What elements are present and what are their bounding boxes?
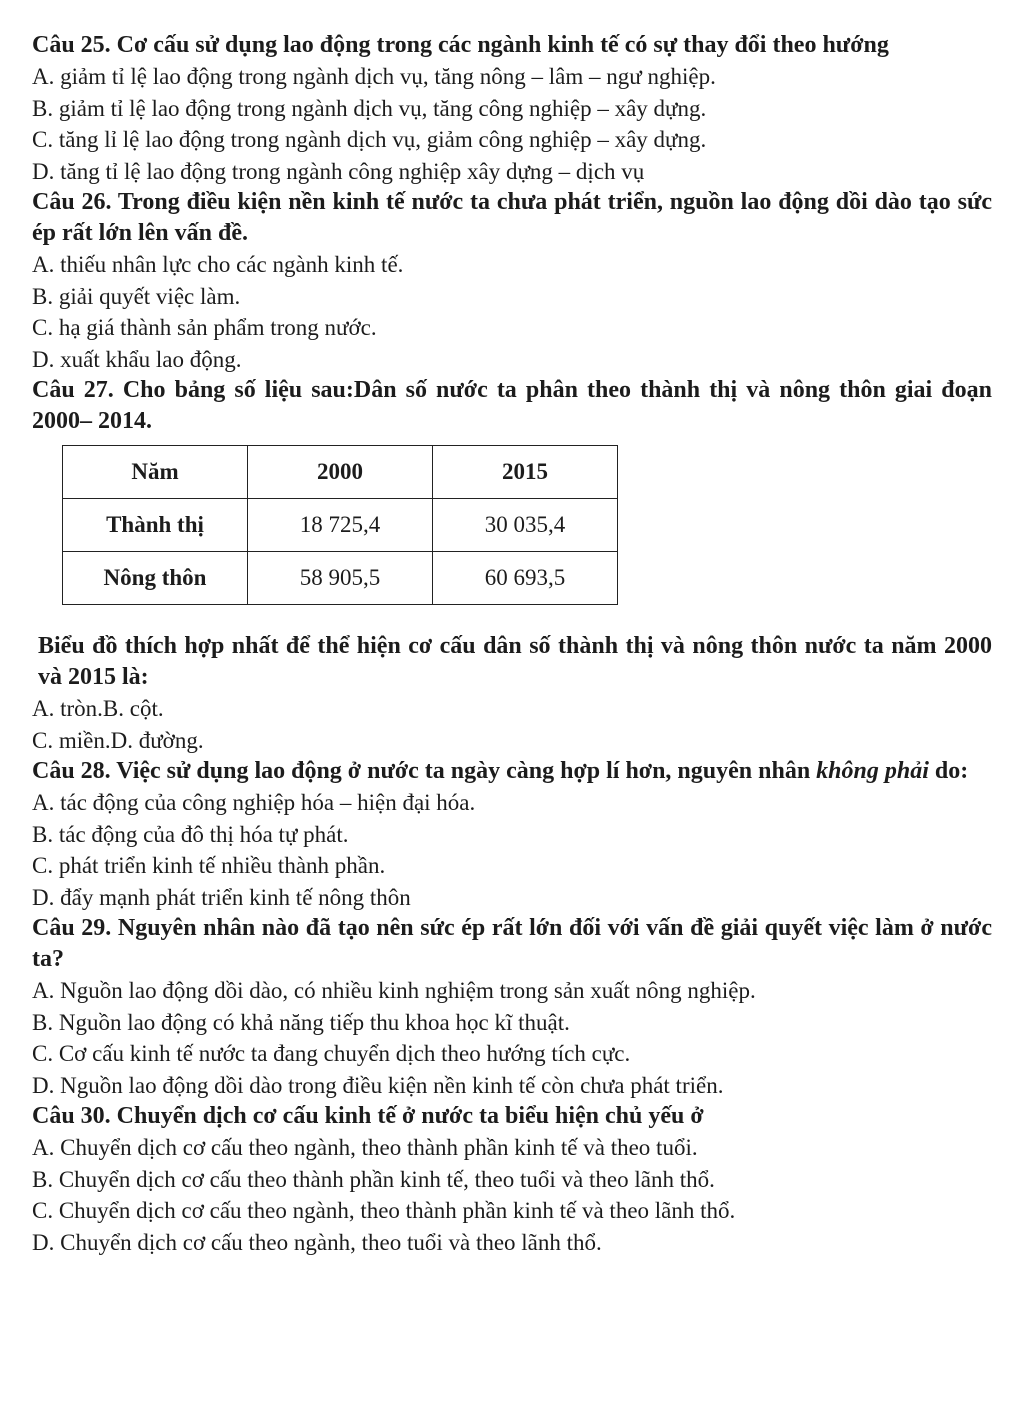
- question-28-title-main: Câu 28. Việc sử dụng lao động ở nước ta ngày càng hợp lí hơn, nguyên nhân: [32, 758, 811, 784]
- question-26-option-a: A. thiếu nhân lực cho các ngành kinh tế.: [32, 252, 404, 277]
- question-26-title: Câu 26. Trong điều kiện nền kinh tế nước ta chưa phát triển, nguồn lao động dồi dào tạo sức ép rất lớn lên vấn đề.: [32, 189, 992, 246]
- question-25-option-c: C. tăng lỉ lệ lao động trong ngành dịch vụ, giảm công nghiệp – xây dựng.: [32, 127, 707, 152]
- table-row-label: Thành thị: [63, 499, 248, 552]
- question-28-option-c: C. phát triển kinh tế nhiều thành phần.: [32, 853, 386, 878]
- question-30-option-d: D. Chuyển dịch cơ cấu theo ngành, theo tuổi và theo lãnh thổ.: [32, 1229, 602, 1255]
- table-header-cell: 2000: [248, 446, 433, 499]
- table-header-row: [63, 446, 618, 499]
- question-28-title: [32, 756, 992, 787]
- table-row-label: Nông thôn: [63, 552, 248, 605]
- question-25-option-d: D. tăng tỉ lệ lao động trong ngành công nghiệp xây dựng – dịch vụ: [32, 158, 645, 184]
- question-30-option-a: A. Chuyển dịch cơ cấu theo ngành, theo thành phần kinh tế và theo tuổi.: [32, 1135, 698, 1160]
- table-cell: 18 725,4: [248, 499, 433, 552]
- question-30-option-b: B. Chuyển dịch cơ cấu theo thành phần kinh tế, theo tuổi và theo lãnh thổ.: [32, 1166, 715, 1192]
- question-30-title: Câu 30. Chuyển dịch cơ cấu kinh tế ở nước ta biểu hiện chủ yếu ở: [32, 1103, 704, 1129]
- question-25-option-b: B. giảm tỉ lệ lao động trong ngành dịch vụ, tăng công nghiệp – xây dựng.: [32, 95, 707, 121]
- table-row: [63, 499, 618, 552]
- question-28-option-b: B. tác động của đô thị hóa tự phát.: [32, 821, 349, 847]
- question-27-option-ab: A. tròn.B. cột.: [32, 696, 164, 721]
- question-30-option-c: C. Chuyển dịch cơ cấu theo ngành, theo thành phần kinh tế và theo lãnh thổ.: [32, 1198, 736, 1223]
- question-27: [32, 375, 992, 756]
- question-28-option-a: A. tác động của công nghiệp hóa – hiện đại hóa.: [32, 790, 476, 815]
- question-28-option-d: D. đẩy mạnh phát triển kinh tế nông thôn: [32, 884, 411, 910]
- document-page: [32, 30, 992, 1258]
- question-28-title-tail: do:: [928, 758, 969, 784]
- table-header-cell: Năm: [63, 446, 248, 499]
- question-28: [32, 756, 992, 913]
- question-29-option-a: A. Nguồn lao động dồi dào, có nhiều kinh nghiệm trong sản xuất nông nghiệp.: [32, 978, 756, 1003]
- question-29-title: Câu 29. Nguyên nhân nào đã tạo nên sức ép rất lớn đối với vấn đề giải quyết việc làm ở nước ta?: [32, 915, 992, 972]
- question-29-option-d: D. Nguồn lao động dồi dào trong điều kiện nền kinh tế còn chưa phát triển.: [32, 1072, 724, 1098]
- question-26-option-b: B. giải quyết việc làm.: [32, 283, 241, 309]
- question-29-option-b: B. Nguồn lao động có khả năng tiếp thu khoa học kĩ thuật.: [32, 1009, 570, 1035]
- question-25: [32, 30, 992, 187]
- table-cell: 30 035,4: [433, 499, 618, 552]
- question-25-title: Câu 25. Cơ cấu sử dụng lao động trong các ngành kinh tế có sự thay đổi theo hướng: [32, 32, 889, 58]
- question-28-title-emphasis: không phải: [816, 758, 929, 784]
- question-25-option-a: A. giảm tỉ lệ lao động trong ngành dịch vụ, tăng nông – lâm – ngư nghiệp.: [32, 64, 716, 89]
- question-30: [32, 1101, 992, 1258]
- question-27-prompt: Biểu đồ thích hợp nhất để thể hiện cơ cấu dân số thành thị và nông thôn nước ta năm 2000 và 2015 là:: [38, 633, 992, 690]
- table-cell: 58 905,5: [248, 552, 433, 605]
- question-29-option-c: C. Cơ cấu kinh tế nước ta đang chuyển dịch theo hướng tích cực.: [32, 1041, 631, 1066]
- table-header-cell: 2015: [433, 446, 618, 499]
- question-26-option-d: D. xuất khẩu lao động.: [32, 346, 242, 372]
- population-table: [62, 445, 618, 605]
- question-29: [32, 913, 992, 1101]
- table-row: [63, 552, 618, 605]
- question-26-option-c: C. hạ giá thành sản phẩm trong nước.: [32, 315, 377, 340]
- question-26: [32, 187, 992, 375]
- question-27-title: Câu 27. Cho bảng số liệu sau:Dân số nước ta phân theo thành thị và nông thôn giai đoạn 2000– 2014.: [32, 377, 992, 434]
- table-cell: 60 693,5: [433, 552, 618, 605]
- question-27-option-cd: C. miền.D. đường.: [32, 727, 204, 753]
